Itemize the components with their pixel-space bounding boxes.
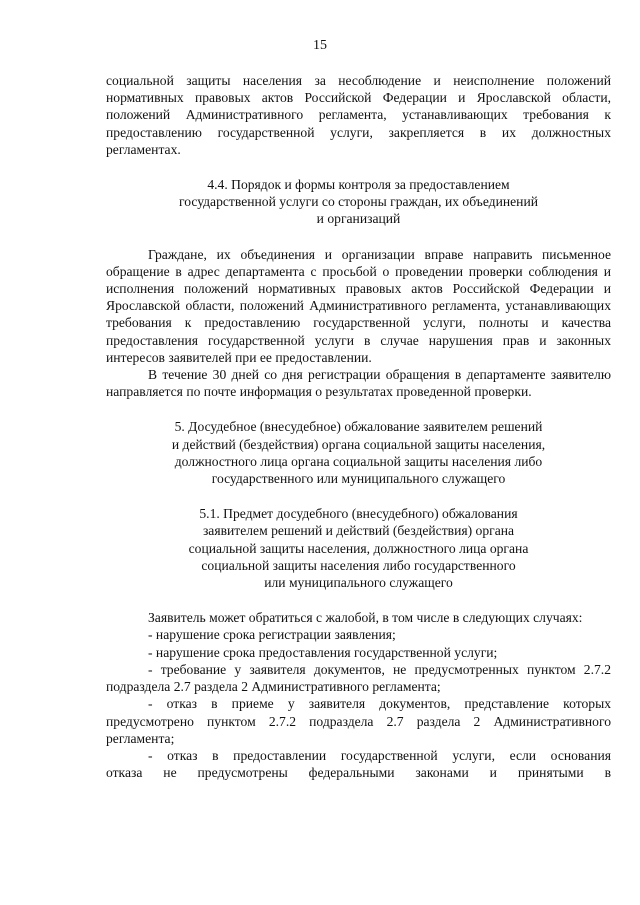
paragraph-intro: социальной защиты населения за несоблюдение и неисполнение положений нормативных правовых актов Российской Федерации и Ярославской области, положений Административного регламента, устанавливающих требования к предоставлению государственной услуги, закрепляется в их должностных регламентах. — [106, 73, 611, 157]
heading-line: государственной услуги со стороны граждан, их объединений — [178, 194, 539, 210]
list-item-line: отказа не предусмотрены федеральными законами и принятыми в — [106, 765, 611, 781]
list-item: - нарушение срока предоставления государственной услуги; — [148, 644, 498, 660]
heading-line: должностного лица органа социальной защиты населения либо — [174, 453, 543, 469]
heading-line: социальной защиты населения либо государственного — [201, 557, 516, 573]
list-item: - требование у заявителя документов, не предусмотренных пунктом 2.7.2 подраздела 2.7 раздела 2 Административного регламента; — [106, 661, 611, 695]
page-number: 15 — [313, 38, 327, 53]
list-item-line: - отказ в предоставлении государственной услуги, если основания — [148, 747, 611, 763]
heading-line: 5.1. Предмет досудебного (внесудебного) обжалования — [199, 506, 518, 522]
list-item: - отказ в приеме у заявителя документов, представление которых предусмотрено пунктом 2.7.2 подраздела 2.7 раздела 2 Административного регламента; — [106, 696, 611, 746]
heading-line: заявителем решений и действий (бездействия) органа — [202, 523, 515, 539]
heading-line: государственного или муниципального служащего — [211, 471, 506, 487]
paragraph-complaint: Заявитель может обратиться с жалобой, в том числе в следующих случаях: — [148, 610, 583, 626]
page-content — [106, 72, 611, 781]
paragraph-citizens: Граждане, их объединения и организации вправе направить письменное обращение в адрес департамента с просьбой о проведении проверки соблюдения и исполнения положений нормативных правовых актов Российской Федерации и Ярославской области, положений Административного регламента, устанавливающих требования к предоставлению государственной услуги, полноты и качества предоставления государственной услуги в случае нарушения прав и законных интересов заявителей при ее предоставлении. — [106, 246, 611, 365]
heading-line: 5. Досудебное (внесудебное) обжалование заявителем решений — [174, 419, 543, 435]
heading-line: и действий (бездействия) органа социальной защиты населения, — [171, 436, 546, 452]
section-heading-4-4 — [106, 176, 611, 228]
paragraph-30-days: В течение 30 дней со дня регистрации обращения в департаменте заявителю направляется по почте информация о результатах проведенной проверки. — [106, 367, 611, 400]
section-heading-5-1 — [106, 505, 611, 591]
heading-line: и организаций — [316, 211, 401, 227]
heading-line: или муниципального служащего — [264, 575, 453, 591]
list-item — [106, 747, 611, 781]
list-item: - нарушение срока регистрации заявления; — [148, 627, 396, 643]
heading-line: 4.4. Порядок и формы контроля за предоставлением — [207, 177, 510, 193]
section-heading-5 — [106, 418, 611, 487]
heading-line: социальной защиты населения, должностного лица органа — [188, 540, 529, 556]
